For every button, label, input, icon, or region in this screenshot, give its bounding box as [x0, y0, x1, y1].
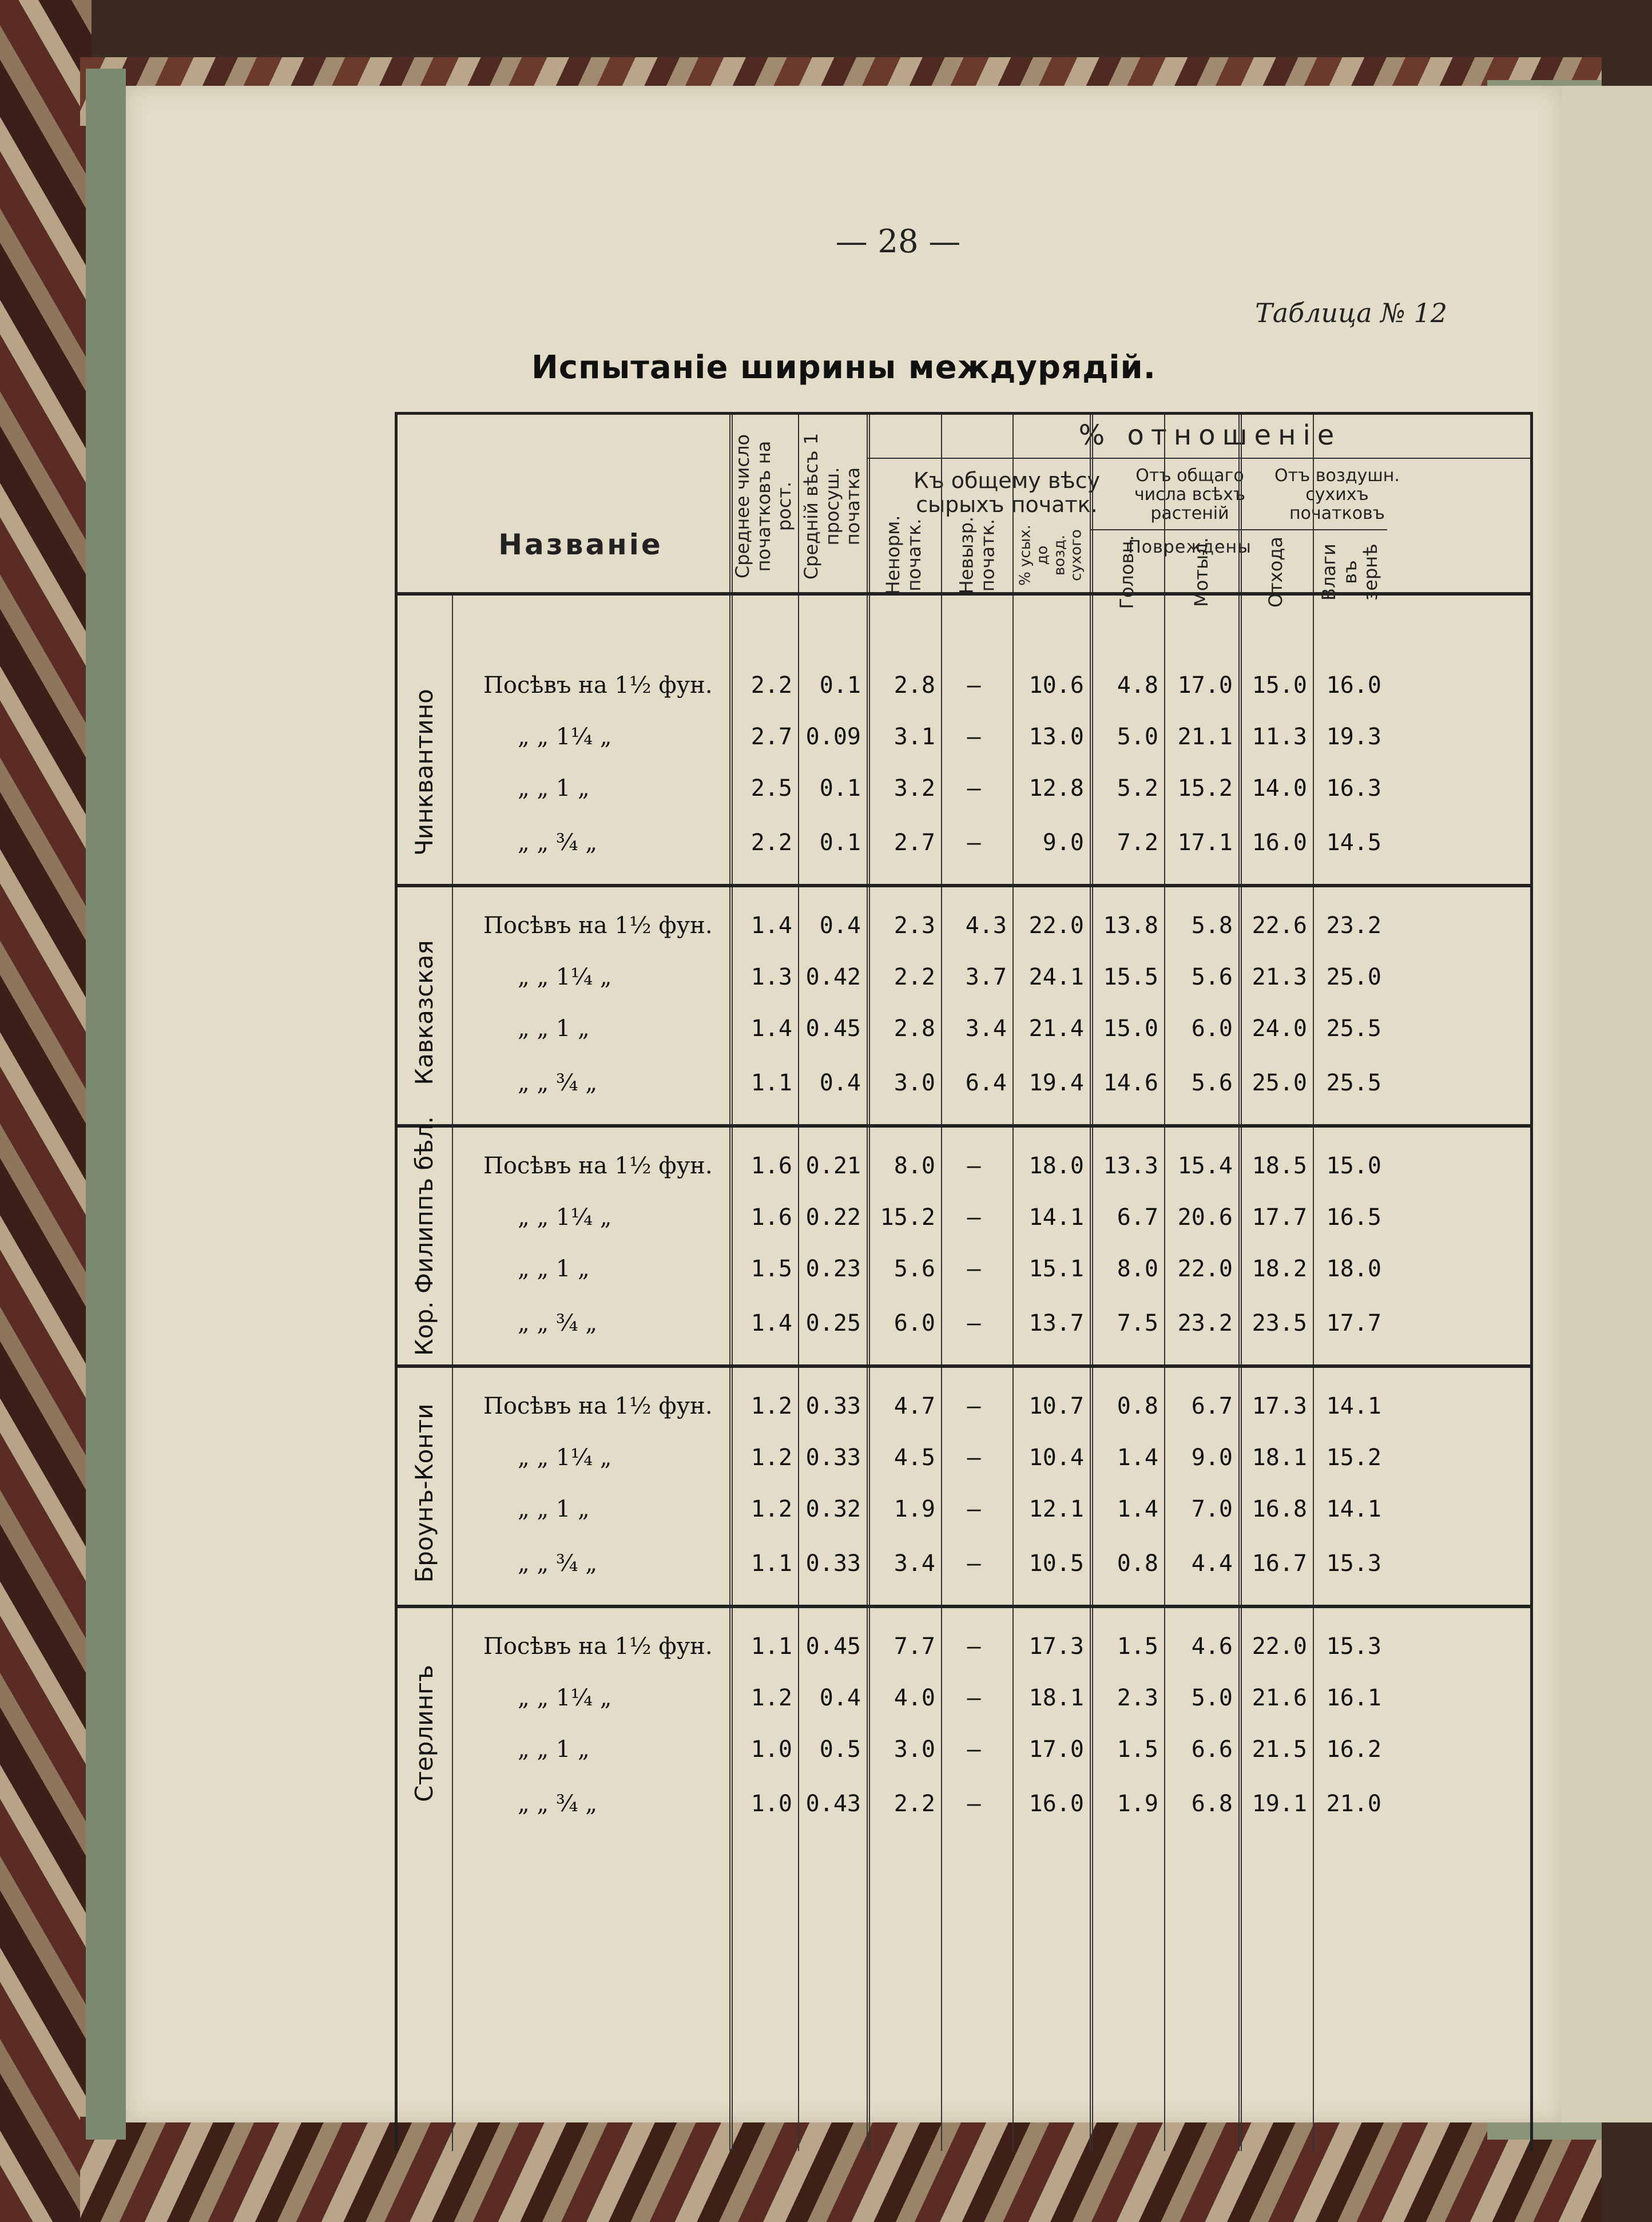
table-cell: 0.1	[819, 775, 861, 801]
table-cell: 19.4	[1028, 1070, 1084, 1096]
table-cell: 1.1	[750, 1633, 792, 1660]
table-cell: 24.0	[1252, 1015, 1307, 1042]
group-name: Кор. Филиппъ бѣл.	[410, 1116, 438, 1356]
table-cell: 2.7	[893, 830, 935, 856]
table-cell: 12.8	[1028, 775, 1084, 801]
header-name: Названіе	[498, 528, 663, 561]
table-cell: 18.0	[1028, 1153, 1084, 1179]
table-cell: 20.6	[1177, 1204, 1233, 1231]
table-cell: 1.9	[893, 1496, 935, 1522]
table-cell: 0.43	[805, 1791, 861, 1817]
table-cell: 0.8	[1117, 1550, 1158, 1577]
table-cell: 14.6	[1103, 1070, 1158, 1096]
header-unripe: Невызр. початк.	[955, 516, 998, 594]
table-cell: 6.0	[893, 1310, 935, 1336]
table-cell: 0.09	[805, 724, 861, 750]
table-cell: 18.2	[1252, 1256, 1307, 1282]
group-divider	[398, 1605, 1530, 1608]
header-smut: Головн.	[1115, 535, 1138, 609]
table-cell: 8.0	[1117, 1256, 1158, 1282]
table-cell: 25.0	[1326, 964, 1381, 990]
table-cell: 1.2	[750, 1445, 792, 1471]
table-cell: 15.5	[1103, 964, 1158, 990]
table-cell: 2.7	[750, 724, 792, 750]
table-cell: —	[967, 724, 981, 750]
sowing-label: Посѣвъ на 1½ фун.	[483, 1633, 713, 1660]
table-cell: 25.5	[1326, 1015, 1381, 1042]
grid-vline	[452, 592, 453, 2151]
table-cell: 1.4	[1117, 1496, 1158, 1522]
sowing-label: „ „ ¾ „	[518, 1310, 598, 1336]
sowing-label: „ „ 1 „	[518, 1015, 590, 1042]
table-cell: 3.4	[965, 1015, 1007, 1042]
table-cell: 15.4	[1177, 1153, 1233, 1179]
table-cell: 0.45	[805, 1015, 861, 1042]
table-cell: 2.2	[750, 672, 792, 699]
table-cell: 3.1	[893, 724, 935, 750]
table-cell: 2.3	[1117, 1685, 1158, 1711]
table-cell: 0.32	[805, 1496, 861, 1522]
table-cell: 9.0	[1042, 830, 1084, 856]
sowing-label: „ „ ¾ „	[518, 1070, 598, 1096]
table-cell: 5.0	[1191, 1685, 1233, 1711]
table-cell: 15.2	[1177, 775, 1233, 801]
sowing-label: „ „ ¾ „	[518, 1791, 598, 1817]
table-cell: —	[967, 1393, 981, 1419]
table-cell: 16.1	[1326, 1685, 1381, 1711]
table-cell: 4.4	[1191, 1550, 1233, 1577]
table-cell: 17.1	[1177, 830, 1233, 856]
sowing-label: „ „ 1 „	[518, 775, 590, 801]
sowing-label: „ „ 1¼ „	[518, 1685, 612, 1711]
table-cell: 21.3	[1252, 964, 1307, 990]
table-cell: 4.8	[1117, 672, 1158, 699]
table-cell: 1.0	[750, 1736, 792, 1763]
table-cell: —	[967, 1310, 981, 1336]
table-cell: 15.2	[1326, 1445, 1381, 1471]
binding-left	[0, 0, 92, 2222]
table-cell: 0.25	[805, 1310, 861, 1336]
table-cell: 2.5	[750, 775, 792, 801]
table-cell: 1.6	[750, 1204, 792, 1231]
header-damaged: Повреждены	[1128, 537, 1252, 557]
table-cell: 6.6	[1191, 1736, 1233, 1763]
table-cell: —	[967, 1445, 981, 1471]
table-cell: 5.0	[1117, 724, 1158, 750]
table-cell: 17.0	[1177, 672, 1233, 699]
table-cell: 10.7	[1028, 1393, 1084, 1419]
table-cell: 6.7	[1191, 1393, 1233, 1419]
table-cell: 22.0	[1252, 1633, 1307, 1660]
table-cell: 2.8	[893, 672, 935, 699]
table-cell: 0.21	[805, 1153, 861, 1179]
header-shrink: % усых. до возд. сухого	[1016, 524, 1085, 586]
table-cell: 17.3	[1028, 1633, 1084, 1660]
sowing-label: Посѣвъ на 1½ фун.	[483, 912, 713, 939]
table-cell: 17.0	[1028, 1736, 1084, 1763]
table-cell: 15.0	[1252, 672, 1307, 699]
table-cell: 16.3	[1326, 775, 1381, 801]
table-cell: 1.5	[1117, 1736, 1158, 1763]
table-cell: —	[967, 1633, 981, 1660]
header-group-weight: Къ общему вѣсу сырыхъ початк.	[913, 468, 1101, 517]
grid-hline	[1090, 529, 1387, 530]
table-cell: 0.22	[805, 1204, 861, 1231]
table-cell: 1.1	[750, 1550, 792, 1577]
table-cell: 10.4	[1028, 1445, 1084, 1471]
table-cell: 0.33	[805, 1445, 861, 1471]
header-percent-title: % отношеніе	[1078, 419, 1341, 451]
table-cell: 11.3	[1252, 724, 1307, 750]
table-cell: 5.2	[1117, 775, 1158, 801]
group-divider	[398, 1124, 1530, 1128]
table-cell: 4.3	[965, 912, 1007, 939]
table-cell: 2.2	[893, 1791, 935, 1817]
table-cell: 22.0	[1177, 1256, 1233, 1282]
sowing-label: „ „ 1¼ „	[518, 1204, 612, 1231]
sowing-label: Посѣвъ на 1½ фун.	[483, 672, 713, 699]
table-cell: 0.1	[819, 830, 861, 856]
grid-hline	[867, 458, 1530, 459]
table-cell: 1.2	[750, 1496, 792, 1522]
table-cell: 1.4	[750, 1310, 792, 1336]
table-cell: 14.5	[1326, 830, 1381, 856]
sowing-label: „ „ 1 „	[518, 1496, 590, 1522]
table-cell: 16.8	[1252, 1496, 1307, 1522]
table-cell: 0.8	[1117, 1393, 1158, 1419]
table-cell: 5.6	[1191, 964, 1233, 990]
header-waste: Отхода	[1264, 536, 1286, 608]
table-cell: —	[967, 672, 981, 699]
group-name: Чинквантино	[410, 689, 438, 856]
sowing-label: „ „ 1 „	[518, 1256, 590, 1282]
sowing-label: „ „ ¾ „	[518, 830, 598, 856]
table-cell: 16.0	[1028, 1791, 1084, 1817]
table-cell: 13.0	[1028, 724, 1084, 750]
book-page	[126, 86, 1562, 2122]
header-group-dry: Отъ воздушн. сухихъ початковъ	[1274, 466, 1400, 523]
table-cell: 2.8	[893, 1015, 935, 1042]
table-cell: 14.1	[1326, 1393, 1381, 1419]
table-cell: 15.0	[1103, 1015, 1158, 1042]
table-cell: 3.7	[965, 964, 1007, 990]
table-cell: 9.0	[1191, 1445, 1233, 1471]
header-moisture: Влаги въ зернѣ	[1317, 543, 1382, 601]
table-cell: 0.4	[819, 912, 861, 939]
table-cell: 13.3	[1103, 1153, 1158, 1179]
table-cell: 1.2	[750, 1393, 792, 1419]
table-cell: —	[967, 1685, 981, 1711]
next-page-edge	[1562, 86, 1652, 2122]
table-cell: 16.7	[1252, 1550, 1307, 1577]
table-cell: 16.5	[1326, 1204, 1381, 1231]
table-label: Таблица № 12	[1255, 297, 1447, 328]
table-cell: 16.0	[1326, 672, 1381, 699]
table-cell: 16.0	[1252, 830, 1307, 856]
page-number: — 28 —	[835, 223, 961, 260]
table-cell: 1.4	[1117, 1445, 1158, 1471]
table-cell: 24.1	[1028, 964, 1084, 990]
group-divider	[398, 884, 1530, 887]
table-cell: 14.1	[1028, 1204, 1084, 1231]
table-cell: 18.1	[1028, 1685, 1084, 1711]
table-cell: 1.5	[750, 1256, 792, 1282]
table-cell: 8.0	[893, 1153, 935, 1179]
table-cell: 18.0	[1326, 1256, 1381, 1282]
group-name: Броунъ-Конти	[410, 1403, 438, 1583]
table-cell: 17.3	[1252, 1393, 1307, 1419]
table-cell: 6.4	[965, 1070, 1007, 1096]
table-cell: 23.2	[1177, 1310, 1233, 1336]
table-cell: 21.4	[1028, 1015, 1084, 1042]
table-cell: 4.6	[1191, 1633, 1233, 1660]
table-cell: 4.5	[893, 1445, 935, 1471]
table-cell: —	[967, 1153, 981, 1179]
table-cell: 3.4	[893, 1550, 935, 1577]
group-name: Стерлингъ	[410, 1665, 438, 1802]
header-group-plants: Отъ общаго числа всѣхъ растеній	[1134, 466, 1246, 523]
table-cell: 21.1	[1177, 724, 1233, 750]
table-cell: 0.1	[819, 672, 861, 699]
table-cell: 4.0	[893, 1685, 935, 1711]
table-cell: 2.2	[750, 830, 792, 856]
table-cell: 13.7	[1028, 1310, 1084, 1336]
table-cell: 25.5	[1326, 1070, 1381, 1096]
table-cell: —	[967, 775, 981, 801]
group-divider	[398, 1364, 1530, 1368]
table-cell: 2.2	[893, 964, 935, 990]
table-cell: 16.2	[1326, 1736, 1381, 1763]
table-cell: 17.7	[1252, 1204, 1307, 1231]
table-cell: 3.2	[893, 775, 935, 801]
table-cell: 19.1	[1252, 1791, 1307, 1817]
table-cell: 21.0	[1326, 1791, 1381, 1817]
table-cell: 1.0	[750, 1791, 792, 1817]
table-cell: 0.4	[819, 1685, 861, 1711]
table-cell: 21.5	[1252, 1736, 1307, 1763]
table-cell: —	[967, 1496, 981, 1522]
table-cell: 1.2	[750, 1685, 792, 1711]
table-cell: 0.33	[805, 1550, 861, 1577]
table-cell: 15.0	[1326, 1153, 1381, 1179]
table-cell: 1.9	[1117, 1791, 1158, 1817]
table-cell: 1.3	[750, 964, 792, 990]
table-cell: 6.8	[1191, 1791, 1233, 1817]
sowing-label: Посѣвъ на 1½ фун.	[483, 1153, 713, 1179]
table-cell: 7.2	[1117, 830, 1158, 856]
table-cell: —	[967, 1204, 981, 1231]
table-cell: 13.8	[1103, 912, 1158, 939]
table-cell: 23.2	[1326, 912, 1381, 939]
table-cell: 10.6	[1028, 672, 1084, 699]
table-cell: 18.1	[1252, 1445, 1307, 1471]
page-title: Испытаніе ширины междурядій.	[531, 349, 1157, 386]
group-name: Кавказская	[410, 940, 438, 1085]
sowing-label: „ „ 1¼ „	[518, 724, 612, 750]
table-cell: —	[967, 830, 981, 856]
header-moth: Мотыл.	[1190, 537, 1212, 607]
table-cell: 12.1	[1028, 1496, 1084, 1522]
table-cell: 0.23	[805, 1256, 861, 1282]
table-cell: 5.8	[1191, 912, 1233, 939]
header-weight: Средній вѣсъ 1 просуш. початка	[800, 433, 864, 580]
table-cell: 10.5	[1028, 1550, 1084, 1577]
table-cell: —	[967, 1736, 981, 1763]
header-count: Среднее число початковъ на рост.	[731, 434, 796, 579]
table-cell: —	[967, 1550, 981, 1577]
table-cell: 15.3	[1326, 1633, 1381, 1660]
table-cell: 15.1	[1028, 1256, 1084, 1282]
table-cell: 14.1	[1326, 1496, 1381, 1522]
table-cell: 0.45	[805, 1633, 861, 1660]
table-cell: 7.5	[1117, 1310, 1158, 1336]
table-cell: 0.42	[805, 964, 861, 990]
table-cell: 15.3	[1326, 1550, 1381, 1577]
data-table	[395, 412, 1533, 2151]
table-cell: 3.0	[893, 1070, 935, 1096]
cloth-spine	[86, 69, 126, 2140]
table-cell: 7.7	[893, 1633, 935, 1660]
table-cell: 19.3	[1326, 724, 1381, 750]
table-cell: 17.7	[1326, 1310, 1381, 1336]
table-cell: 14.0	[1252, 775, 1307, 801]
sowing-label: Посѣвъ на 1½ фун.	[483, 1393, 713, 1419]
table-cell: 1.4	[750, 1015, 792, 1042]
table-cell: 4.7	[893, 1393, 935, 1419]
table-cell: 0.5	[819, 1736, 861, 1763]
table-cell: 21.6	[1252, 1685, 1307, 1711]
table-cell: 1.4	[750, 912, 792, 939]
table-cell: —	[967, 1256, 981, 1282]
sowing-label: „ „ 1 „	[518, 1736, 590, 1763]
table-cell: 3.0	[893, 1736, 935, 1763]
table-cell: 6.0	[1191, 1015, 1233, 1042]
table-cell: 22.0	[1028, 912, 1084, 939]
table-cell: 0.4	[819, 1070, 861, 1096]
table-cell: 1.6	[750, 1153, 792, 1179]
header-abnormal: Ненорм. початк.	[882, 515, 925, 595]
table-cell: 1.5	[1117, 1633, 1158, 1660]
table-cell: 0.33	[805, 1393, 861, 1419]
table-cell: 7.0	[1191, 1496, 1233, 1522]
sowing-label: „ „ ¾ „	[518, 1550, 598, 1577]
sowing-label: „ „ 1¼ „	[518, 1445, 612, 1471]
table-cell: 23.5	[1252, 1310, 1307, 1336]
sowing-label: „ „ 1¼ „	[518, 964, 612, 990]
table-cell: 25.0	[1252, 1070, 1307, 1096]
table-cell: 5.6	[1191, 1070, 1233, 1096]
table-cell: 15.2	[880, 1204, 935, 1231]
table-cell: 6.7	[1117, 1204, 1158, 1231]
table-cell: 1.1	[750, 1070, 792, 1096]
table-cell: 2.3	[893, 912, 935, 939]
table-cell: 18.5	[1252, 1153, 1307, 1179]
table-cell: —	[967, 1791, 981, 1817]
table-cell: 5.6	[893, 1256, 935, 1282]
table-cell: 22.6	[1252, 912, 1307, 939]
